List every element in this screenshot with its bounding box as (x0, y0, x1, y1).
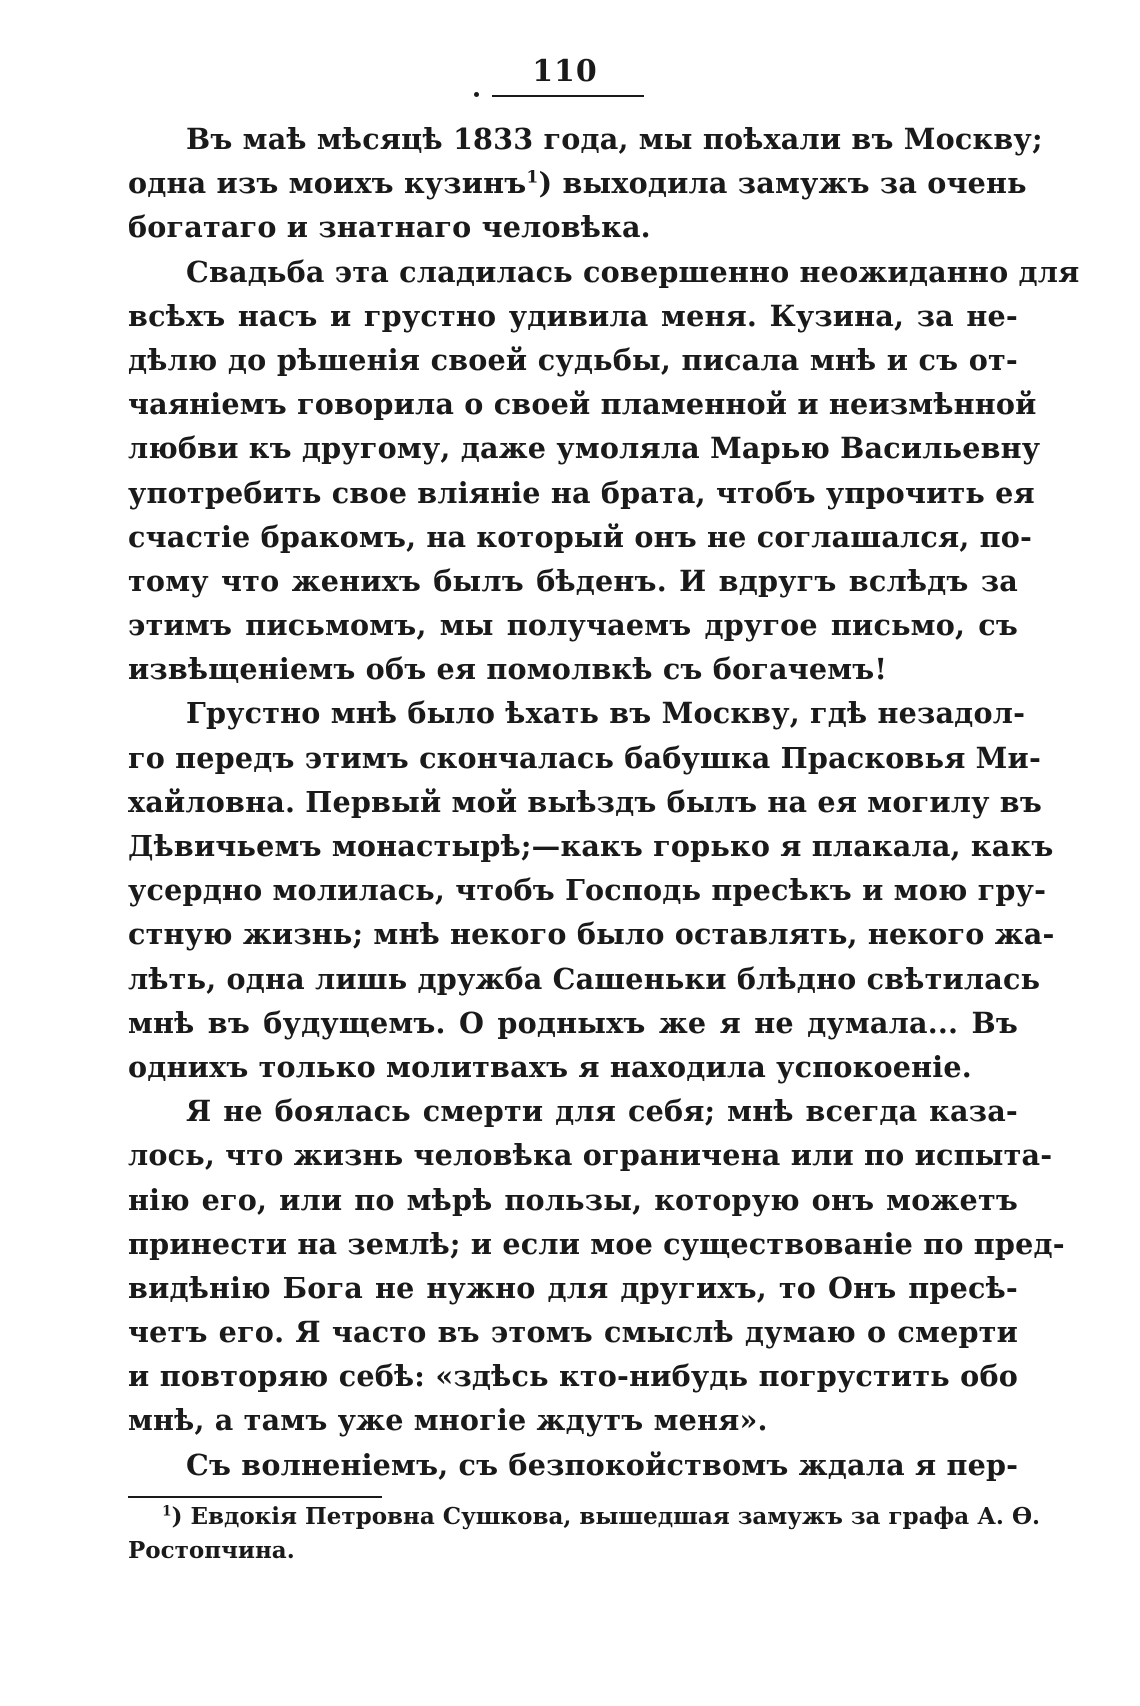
footnote (128, 1500, 1040, 1568)
text-line: дѣлю до рѣшенія своей судьбы, писала мнѣ и съ от- (128, 342, 1018, 377)
text-line: любви къ другому, даже умоляла Марью Васильевну (128, 431, 1041, 466)
text-line: принести на землѣ; и если мое существованіе по пред- (128, 1226, 1065, 1261)
text-line: Грустно мнѣ было ѣхать въ Москву, гдѣ незадол- (186, 696, 1026, 731)
text-line: употребить свое вліяніе на брата, чтобъ упрочить ея (128, 475, 1035, 510)
text-line: счастіе бракомъ, на который онъ не соглашался, по- (128, 519, 1033, 554)
text-line-head: одна изъ моихъ кузинъ (128, 166, 527, 201)
footnote-line (128, 1500, 1040, 1534)
text-line: Съ волненіемъ, съ безпокойствомъ ждала я пер- (186, 1447, 1019, 1482)
text-line: хайловна. Первый мой выѣздъ былъ на ея могилу въ (128, 784, 1042, 819)
text-line: этимъ письмомъ, мы получаемъ другое письмо, съ (128, 608, 1018, 643)
text-line: однихъ только молитвахъ я находила успокоеніе. (128, 1049, 972, 1084)
text-line: всѣхъ насъ и грустно удивила меня. Кузина, за не- (128, 298, 1018, 333)
text-line: мнѣ въ будущемъ. О родныхъ же я не думала... Въ (128, 1005, 1018, 1040)
text-line: Свадьба эта сладилась совершенно неожиданно для (186, 254, 1080, 289)
text-line: стную жизнь; мнѣ некого было оставлять, некого жа- (128, 917, 1055, 952)
text-line: видѣнію Бога не нужно для другихъ, то Онъ пресѣ- (128, 1270, 1018, 1305)
page-number: 110 (532, 54, 598, 89)
text-line: го передъ этимъ скончалась бабушка Прасковья Ми- (128, 740, 1042, 775)
text-line: мнѣ, а тамъ уже многіе ждутъ меня». (128, 1403, 768, 1438)
text-line: богатаго и знатнаго человѣка. (128, 210, 651, 245)
footnote-line: Ростопчина. (128, 1537, 295, 1564)
footnote-marker: 1 (526, 167, 539, 188)
header-rule (492, 95, 644, 97)
footnote-marker: 1 (162, 1503, 172, 1520)
text-line (128, 161, 1027, 205)
text-line: и повторяю себѣ: «здѣсь кто-нибудь погрустить обо (128, 1359, 1018, 1394)
page-header (0, 52, 1140, 102)
text-line: лѣть, одна лишь дружба Сашеньки блѣдно свѣтилась (128, 961, 1041, 996)
text-line: лось, что жизнь человѣка ограничена или по испыта- (128, 1138, 1053, 1173)
text-line: извѣщеніемъ объ ея помолвкѣ съ богачемъ! (128, 652, 888, 687)
header-dot (474, 92, 479, 97)
text-line: Дѣвичьемъ монастырѣ;—какъ горько я плакала, какъ (128, 829, 1054, 863)
body-text (128, 117, 1080, 1487)
footnote-rule (128, 1496, 382, 1498)
text-line: нію его, или по мѣрѣ пользы, которую онъ можетъ (128, 1182, 1018, 1217)
text-line: Я не боялась смерти для себя; мнѣ всегда каза- (186, 1094, 1018, 1129)
text-line: четъ его. Я часто въ этомъ смыслѣ думаю о смерти (128, 1315, 1018, 1350)
text-line: Въ маѣ мѣсяцѣ 1833 года, мы поѣхали въ Москву; (186, 122, 1043, 156)
footnote-text: ) Евдокія Петровна Сушкова, вышедшая замужъ за графа А. Ѳ. (171, 1503, 1040, 1530)
text-line: тому что женихъ былъ бѣденъ. И вдругъ вслѣдъ за (128, 563, 1018, 598)
text-line: чаяніемъ говорила о своей пламенной и неизмѣнной (128, 387, 1037, 422)
text-line: усердно молилась, чтобъ Господь пресѣкъ и мою гру- (128, 873, 1047, 908)
text-line-tail: ) выходила замужъ за очень (538, 166, 1027, 201)
